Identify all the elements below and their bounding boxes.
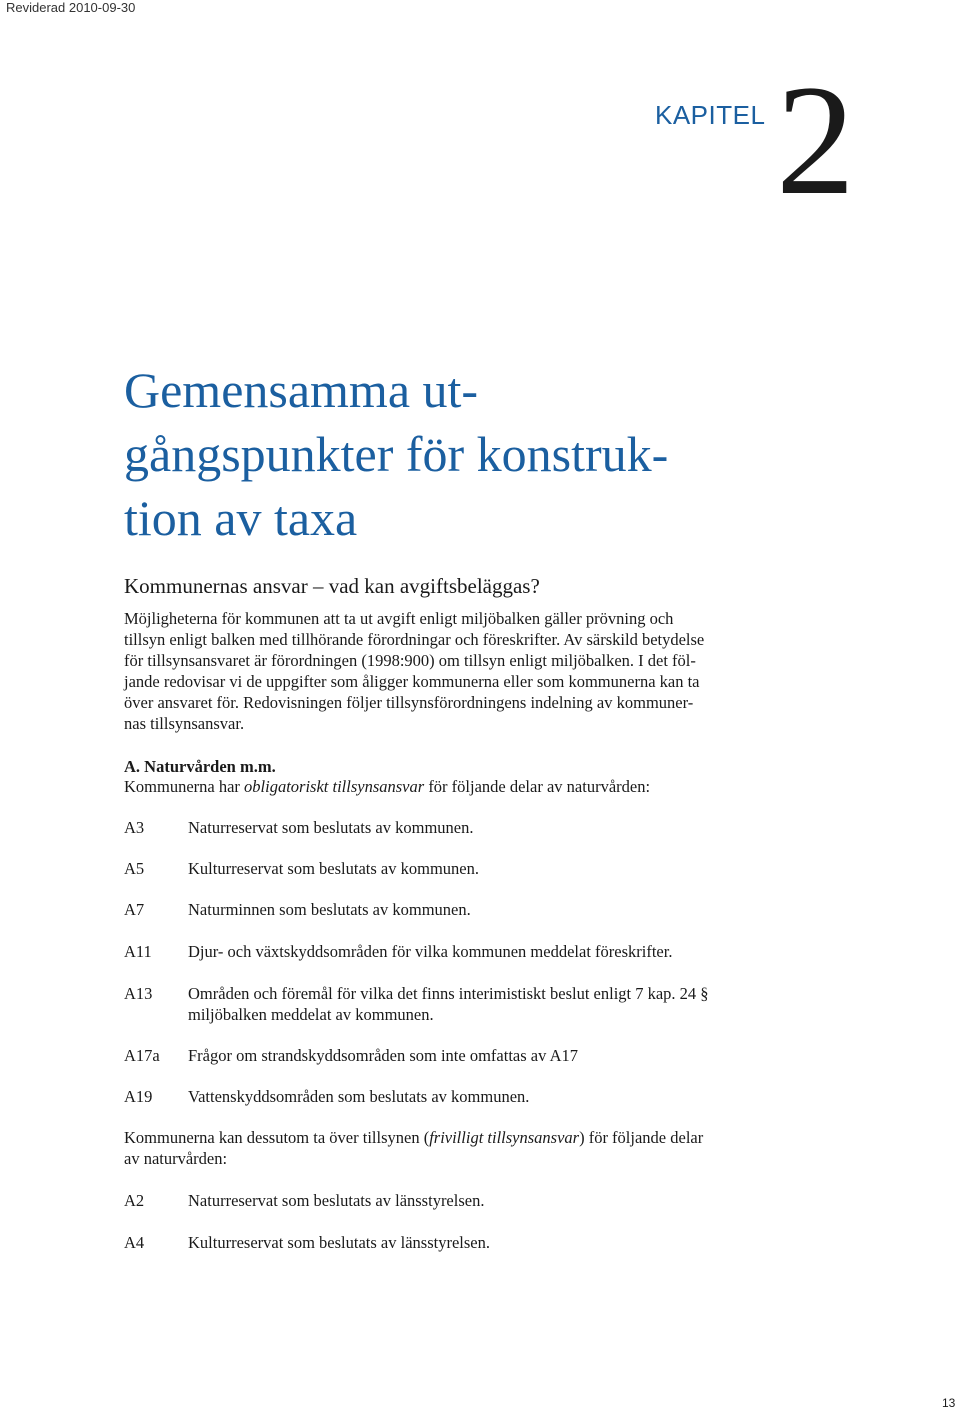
voluntary-intro-line	[124, 1127, 784, 1148]
item-code: A2	[124, 1191, 145, 1210]
chapter-title-line: Gemensamma ut-	[124, 362, 479, 418]
chapter-title-line: gångspunkter för konstruk-	[124, 426, 669, 482]
mandatory-emphasis: obligatoriskt tillsynsansvar	[244, 777, 425, 796]
item-text	[188, 1086, 768, 1107]
intro-line: över ansvaret för. Redovisningen följer tillsynsförordningens indelning av kommuner-	[124, 693, 694, 712]
item-code: A4	[124, 1233, 145, 1252]
item-text	[188, 1045, 768, 1066]
item-line: Vattenskyddsområden som beslutats av kommunen.	[188, 1087, 530, 1106]
voluntary-intro	[124, 1127, 784, 1169]
chapter-title-line: tion av taxa	[124, 490, 358, 546]
item-text	[188, 1190, 768, 1211]
item-text	[188, 858, 768, 879]
item-text	[188, 941, 768, 962]
item-text	[188, 899, 768, 920]
item-text	[188, 983, 768, 1025]
item-line: Naturminnen som beslutats av kommunen.	[188, 900, 471, 919]
intro-line: Möjligheterna för kommunen att ta ut avgift enligt miljöbalken gäller prövning och	[124, 609, 674, 628]
section-heading: Kommunernas ansvar – vad kan avgiftsbeläggas?	[124, 574, 540, 598]
voluntary-emphasis: frivilligt tillsynsansvar	[429, 1128, 580, 1147]
item-code: A5	[124, 859, 145, 878]
subsection-heading: A. Naturvården m.m.	[124, 757, 276, 776]
item-line: Frågor om strandskyddsområden som inte omfattas av A17	[188, 1046, 578, 1065]
chapter-title	[124, 358, 884, 550]
intro-line: tillsyn enligt balken med tillhörande förordningar och föreskrifter. Av särskild betydelse	[124, 630, 705, 649]
intro-line: för tillsynsansvaret är förordningen (1998:900) om tillsyn enligt miljöbalken. I det föl-	[124, 651, 696, 670]
revision-note: Reviderad 2010-09-30	[6, 0, 136, 15]
item-line: Djur- och växtskyddsområden för vilka kommunen meddelat föreskrifter.	[188, 942, 673, 961]
item-line: Kulturreservat som beslutats av kommunen.	[188, 859, 479, 878]
voluntary-intro-pre: Kommunerna kan dessutom ta över tillsynen (	[124, 1128, 430, 1147]
voluntary-intro-line: av naturvården:	[124, 1149, 228, 1168]
item-line: Områden och föremål för vilka det finns interimistiskt beslut enligt 7 kap. 24 §	[188, 984, 709, 1003]
item-code: A13	[124, 984, 153, 1003]
item-line: Naturreservat som beslutats av länsstyrelsen.	[188, 1191, 485, 1210]
item-line: Naturreservat som beslutats av kommunen.	[188, 818, 474, 837]
chapter-number: 2	[776, 53, 855, 228]
item-line: miljöbalken meddelat av kommunen.	[188, 1005, 434, 1024]
voluntary-intro-post: ) för följande delar	[579, 1128, 704, 1147]
chapter-label: KAPITEL	[655, 100, 766, 130]
page-number: 13	[942, 1396, 956, 1410]
item-text	[188, 817, 768, 838]
mandatory-intro-post: för följande delar av naturvården:	[424, 777, 651, 796]
item-code: A7	[124, 900, 145, 919]
intro-paragraph	[124, 608, 764, 734]
mandatory-intro	[124, 776, 784, 797]
mandatory-intro-line	[124, 776, 784, 797]
item-code: A19	[124, 1087, 153, 1106]
item-text	[188, 1232, 768, 1253]
intro-line: jande redovisar vi de uppgifter som åligger kommunerna eller som kommunerna kan ta	[124, 672, 700, 691]
mandatory-intro-pre: Kommunerna har	[124, 777, 245, 796]
item-code: A17a	[124, 1046, 160, 1065]
item-code: A3	[124, 818, 145, 837]
item-code: A11	[124, 942, 152, 961]
intro-line: nas tillsynsansvar.	[124, 714, 245, 733]
item-line: Kulturreservat som beslutats av länsstyrelsen.	[188, 1233, 490, 1252]
